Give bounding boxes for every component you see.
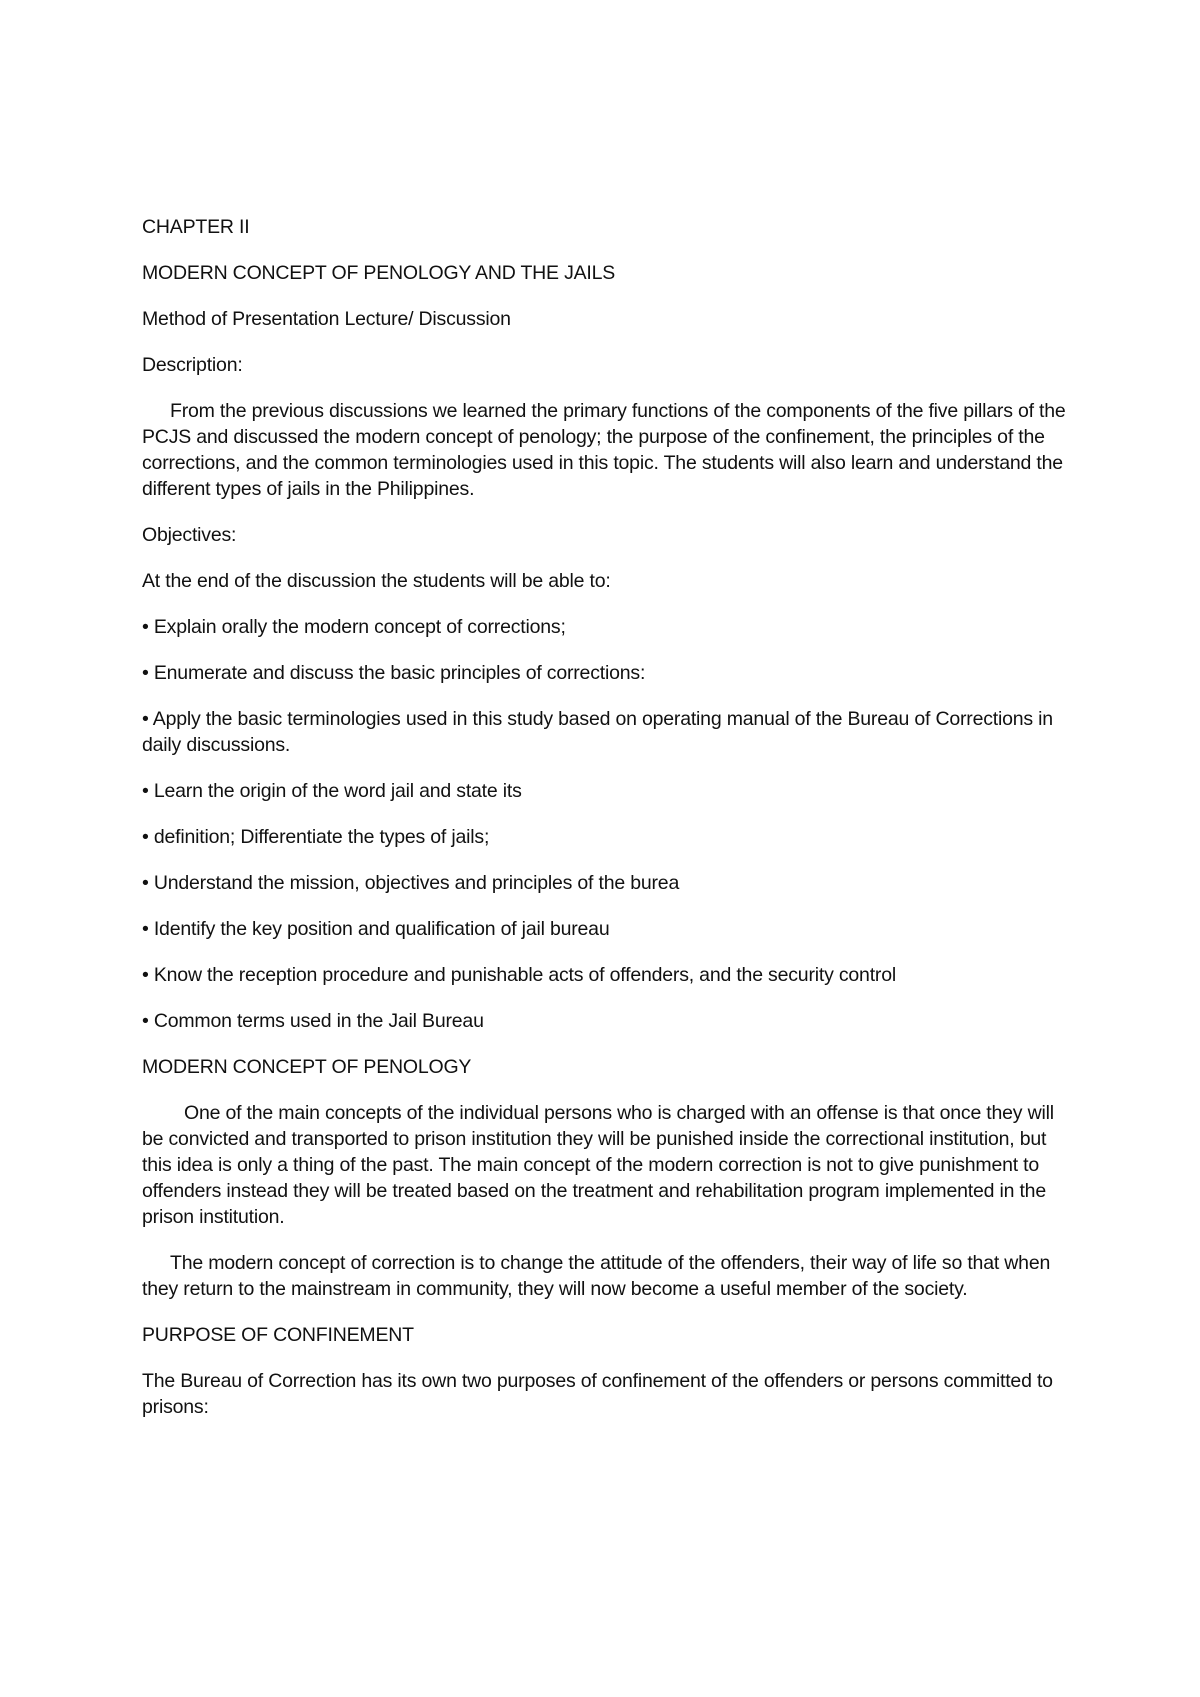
method-of-presentation: Method of Presentation Lecture/ Discussion xyxy=(142,308,511,330)
objective-item: • Learn the origin of the word jail and state its xyxy=(142,780,522,802)
objective-item: • Know the reception procedure and punishable acts of offenders, and the security control xyxy=(142,964,896,986)
objective-item: • definition; Differentiate the types of jails; xyxy=(142,826,490,848)
objectives-label: Objectives: xyxy=(142,524,237,546)
section-heading-purpose-confinement: PURPOSE OF CONFINEMENT xyxy=(142,1324,414,1346)
objective-item: • Apply the basic terminologies used in this study based on operating manual of the Bureau of Corrections in daily discussions. xyxy=(142,708,1053,756)
objective-item: • Common terms used in the Jail Bureau xyxy=(142,1010,484,1032)
description-label: Description: xyxy=(142,354,243,376)
objective-item: • Understand the mission, objectives and principles of the burea xyxy=(142,872,680,894)
chapter-title: MODERN CONCEPT OF PENOLOGY AND THE JAILS xyxy=(142,262,616,284)
description-paragraph: From the previous discussions we learned the primary functions of the components of the five pillars of the PCJS and discussed the modern concept of penology; the purpose of the confinement, the principles of the corrections, and the common terminologies used in this topic. The students will also learn and understand the different types of jails in the Philippines. xyxy=(142,400,1066,500)
objective-item: • Identify the key position and qualification of jail bureau xyxy=(142,918,610,940)
modern-concept-paragraph-1: One of the main concepts of the individual persons who is charged with an offense is that once they will be convicted and transported to prison institution they will be punished inside the correctional institution, but this idea is only a thing of the past. The main concept of the modern correction is not to give punishment to offenders instead they will be treated based on the treatment and rehabilitation program implemented in the prison institution. xyxy=(142,1102,1054,1228)
section-heading-modern-concept: MODERN CONCEPT OF PENOLOGY xyxy=(142,1056,472,1078)
purpose-confinement-paragraph: The Bureau of Correction has its own two purposes of confinement of the offenders or persons committed to prisons: xyxy=(142,1370,1053,1418)
document-body xyxy=(142,214,1072,1440)
objective-item: • Enumerate and discuss the basic principles of corrections: xyxy=(142,662,646,684)
modern-concept-paragraph-2: The modern concept of correction is to change the attitude of the offenders, their way of life so that when they return to the mainstream in community, they will now become a useful member of the society. xyxy=(142,1252,1051,1300)
objective-item: • Explain orally the modern concept of corrections; xyxy=(142,616,566,638)
objectives-intro: At the end of the discussion the students will be able to: xyxy=(142,570,611,592)
chapter-label: CHAPTER II xyxy=(142,216,250,238)
objectives-list xyxy=(142,614,1072,1034)
